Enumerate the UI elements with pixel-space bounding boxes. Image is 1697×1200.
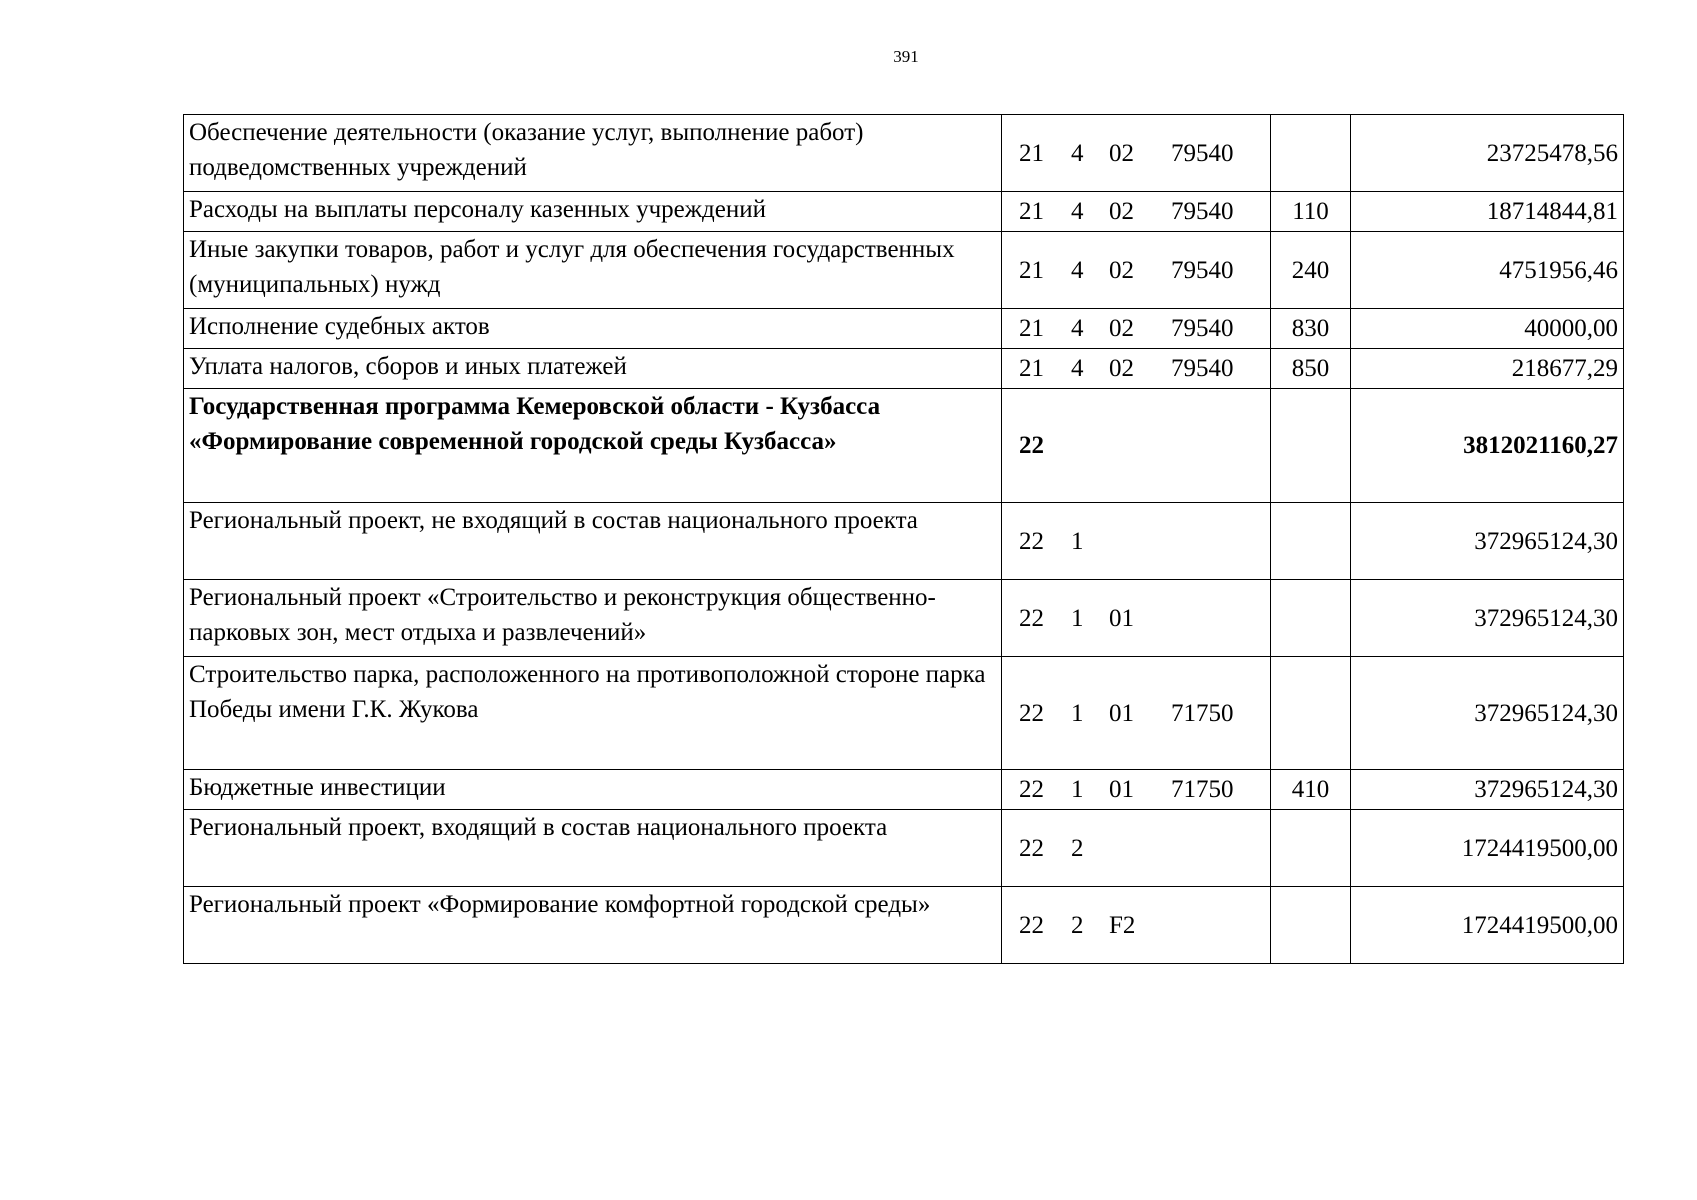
row-expense-type: 830 bbox=[1271, 309, 1351, 349]
row-name: Государственная программа Кемеровской области - Кузбасса «Формирование современной городской среды Кузбасса» bbox=[184, 389, 1002, 503]
code-subprogram: 2 bbox=[1071, 834, 1084, 862]
row-sum: 1724419500,00 bbox=[1351, 887, 1624, 964]
row-expense-type: 110 bbox=[1271, 192, 1351, 232]
row-sum: 23725478,56 bbox=[1351, 115, 1624, 192]
code-event: 01 bbox=[1109, 604, 1134, 632]
table-row bbox=[184, 389, 1624, 503]
row-sum: 218677,29 bbox=[1351, 349, 1624, 389]
row-sum: 18714844,81 bbox=[1351, 192, 1624, 232]
code-program: 21 bbox=[1019, 315, 1044, 342]
code-subprogram: 1 bbox=[1071, 527, 1084, 555]
row-codes bbox=[1002, 349, 1271, 389]
row-expense-type bbox=[1271, 887, 1351, 964]
code-direction: 79540 bbox=[1171, 198, 1234, 225]
code-subprogram: 1 bbox=[1071, 776, 1084, 803]
row-codes bbox=[1002, 657, 1271, 770]
code-program: 22 bbox=[1019, 911, 1044, 939]
row-name: Исполнение судебных актов bbox=[184, 309, 1002, 349]
row-codes bbox=[1002, 389, 1271, 503]
code-direction: 71750 bbox=[1171, 776, 1234, 803]
row-expense-type bbox=[1271, 580, 1351, 657]
row-sum: 3812021160,27 bbox=[1351, 389, 1624, 503]
row-expense-type bbox=[1271, 657, 1351, 770]
row-name: Бюджетные инвестиции bbox=[184, 770, 1002, 810]
code-subprogram: 4 bbox=[1071, 315, 1084, 342]
code-event: 02 bbox=[1109, 355, 1134, 382]
table-row bbox=[184, 232, 1624, 309]
row-name: Региональный проект, входящий в состав национального проекта bbox=[184, 810, 1002, 887]
table-row bbox=[184, 349, 1624, 389]
code-event: 02 bbox=[1109, 198, 1134, 225]
code-event: 01 bbox=[1109, 699, 1134, 727]
row-sum: 372965124,30 bbox=[1351, 503, 1624, 580]
budget-table bbox=[183, 114, 1624, 964]
code-direction: 79540 bbox=[1171, 355, 1234, 382]
code-program: 22 bbox=[1019, 699, 1044, 727]
table-row bbox=[184, 192, 1624, 232]
code-direction: 79540 bbox=[1171, 315, 1234, 342]
code-program: 22 bbox=[1019, 604, 1044, 632]
code-program: 21 bbox=[1019, 256, 1044, 284]
table-row bbox=[184, 657, 1624, 770]
row-name: Региональный проект «Строительство и реконструкция общественно-парковых зон, мест отдыха и развлечений» bbox=[184, 580, 1002, 657]
page-number: 391 bbox=[893, 47, 919, 66]
row-codes bbox=[1002, 580, 1271, 657]
row-codes bbox=[1002, 503, 1271, 580]
code-direction: 79540 bbox=[1171, 256, 1234, 284]
row-expense-type: 240 bbox=[1271, 232, 1351, 309]
code-program: 22 bbox=[1019, 834, 1044, 862]
table-row bbox=[184, 810, 1624, 887]
code-program: 22 bbox=[1019, 432, 1044, 459]
row-expense-type bbox=[1271, 810, 1351, 887]
table-row bbox=[184, 770, 1624, 810]
code-subprogram: 4 bbox=[1071, 256, 1084, 284]
code-subprogram: 4 bbox=[1071, 139, 1084, 167]
row-name: Уплата налогов, сборов и иных платежей bbox=[184, 349, 1002, 389]
code-program: 22 bbox=[1019, 527, 1044, 555]
row-name: Расходы на выплаты персоналу казенных учреждений bbox=[184, 192, 1002, 232]
code-subprogram: 2 bbox=[1071, 911, 1084, 939]
row-name: Строительство парка, расположенного на противоположной стороне парка Победы имени Г.К. Жукова bbox=[184, 657, 1002, 770]
code-event: 02 bbox=[1109, 139, 1134, 167]
code-event: 02 bbox=[1109, 256, 1134, 284]
code-direction: 71750 bbox=[1171, 699, 1234, 727]
code-program: 21 bbox=[1019, 139, 1044, 167]
table-row bbox=[184, 580, 1624, 657]
row-codes bbox=[1002, 770, 1271, 810]
row-name: Обеспечение деятельности (оказание услуг, выполнение работ) подведомственных учреждений bbox=[184, 115, 1002, 192]
code-event: F2 bbox=[1109, 911, 1136, 939]
code-subprogram: 1 bbox=[1071, 604, 1084, 632]
code-subprogram: 4 bbox=[1071, 198, 1084, 225]
row-name: Региональный проект «Формирование комфортной городской среды» bbox=[184, 887, 1002, 964]
row-expense-type: 850 bbox=[1271, 349, 1351, 389]
row-name: Иные закупки товаров, работ и услуг для обеспечения государственных (муниципальных) нужд bbox=[184, 232, 1002, 309]
code-event: 01 bbox=[1109, 776, 1134, 803]
row-codes bbox=[1002, 232, 1271, 309]
code-program: 21 bbox=[1019, 355, 1044, 382]
code-event: 02 bbox=[1109, 315, 1134, 342]
row-expense-type bbox=[1271, 389, 1351, 503]
row-name: Региональный проект, не входящий в состав национального проекта bbox=[184, 503, 1002, 580]
table-row bbox=[184, 115, 1624, 192]
row-codes bbox=[1002, 309, 1271, 349]
row-expense-type bbox=[1271, 115, 1351, 192]
table-row bbox=[184, 309, 1624, 349]
row-sum: 4751956,46 bbox=[1351, 232, 1624, 309]
row-expense-type bbox=[1271, 503, 1351, 580]
row-expense-type: 410 bbox=[1271, 770, 1351, 810]
table-row bbox=[184, 503, 1624, 580]
code-program: 22 bbox=[1019, 776, 1044, 803]
row-sum: 1724419500,00 bbox=[1351, 810, 1624, 887]
row-sum: 372965124,30 bbox=[1351, 770, 1624, 810]
row-codes bbox=[1002, 810, 1271, 887]
row-sum: 372965124,30 bbox=[1351, 657, 1624, 770]
code-program: 21 bbox=[1019, 198, 1044, 225]
code-subprogram: 1 bbox=[1071, 699, 1084, 727]
row-sum: 40000,00 bbox=[1351, 309, 1624, 349]
code-direction: 79540 bbox=[1171, 139, 1234, 167]
code-subprogram: 4 bbox=[1071, 355, 1084, 382]
row-codes bbox=[1002, 115, 1271, 192]
table-row bbox=[184, 887, 1624, 964]
row-codes bbox=[1002, 887, 1271, 964]
row-codes bbox=[1002, 192, 1271, 232]
row-sum: 372965124,30 bbox=[1351, 580, 1624, 657]
